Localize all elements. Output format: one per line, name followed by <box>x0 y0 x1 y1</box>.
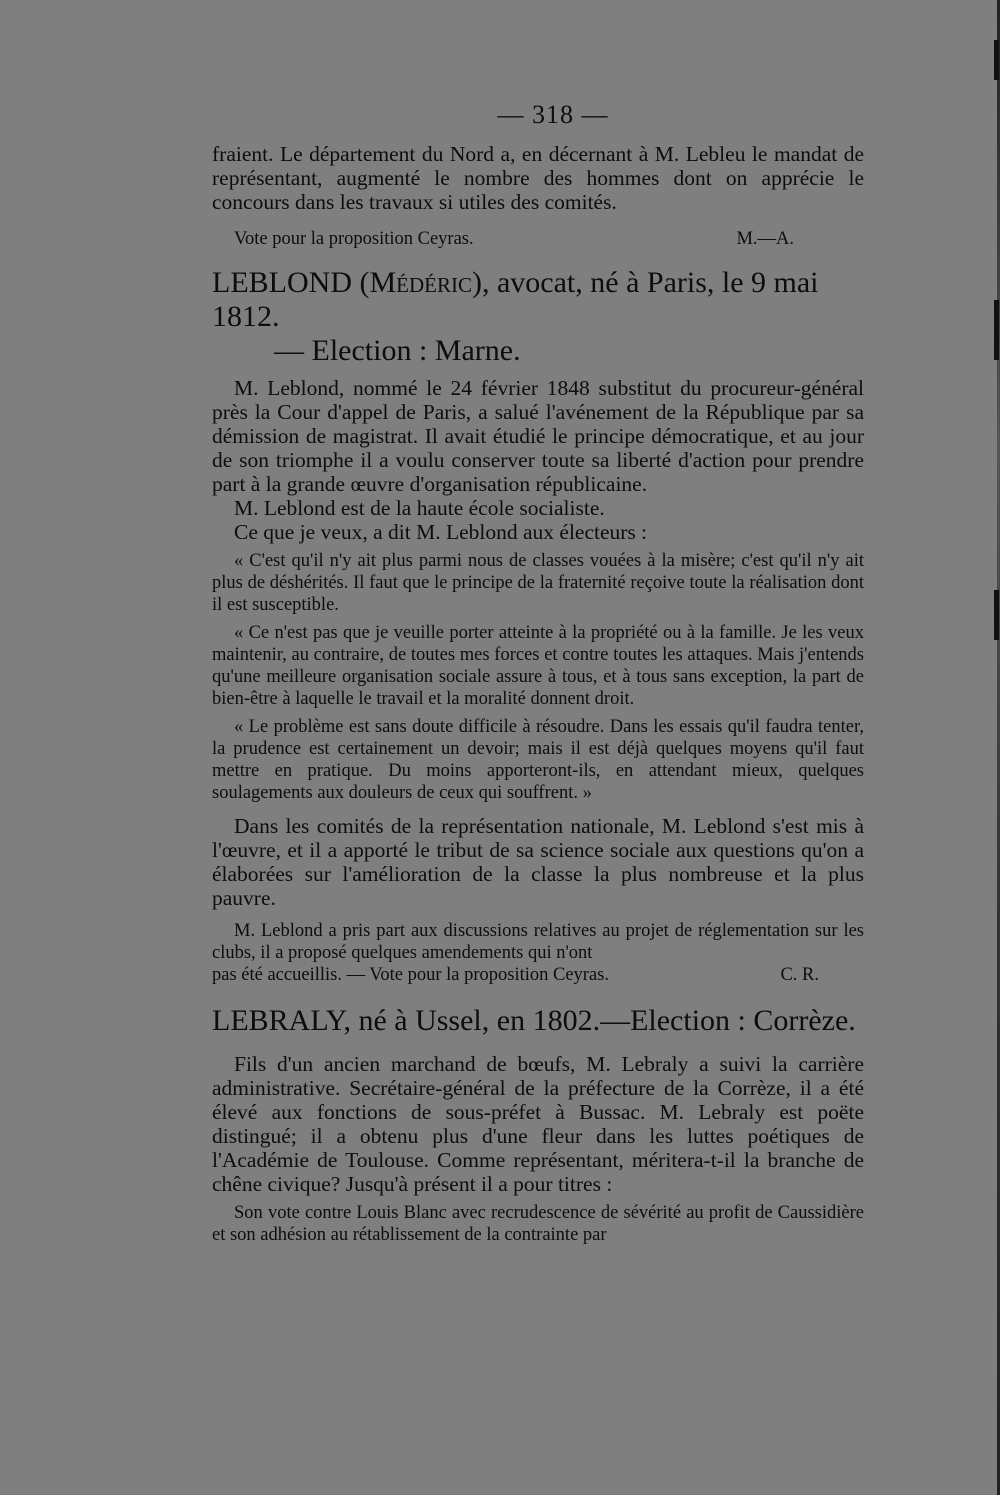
entry-given-name: (Médéric) <box>359 266 482 299</box>
vote-text: pas été accueillis. — Vote pour la proposition Ceyras. <box>212 965 609 985</box>
biography-paragraph: Son vote contre Louis Blanc avec recrudescence de sévérité au profit de Caussidière et son adhésion au rétablissement de la contrainte par <box>212 1203 864 1245</box>
biography-paragraph: M. Leblond est de la haute école socialiste. <box>234 496 605 520</box>
entry-name: LEBLOND <box>212 266 352 299</box>
vote-initials: M.—A. <box>736 229 794 249</box>
vote-initials: C. R. <box>780 965 819 985</box>
biography-paragraph: Ce que je veux, a dit M. Leblond aux électeurs : <box>234 520 648 544</box>
quotation-paragraph: « C'est qu'il n'y ait plus parmi nous de classes vouées à la misère; c'est qu'il n'y ait plus de déshérités. Il faut que le principe de la fraternité reçoive toute la réalisation dont il est susceptible. <box>212 551 864 615</box>
biography-paragraph: M. Leblond a pris part aux discussions relatives au projet de réglementation sur les clubs, il a proposé quelques amendements qui n'ont <box>212 921 864 963</box>
entry-heading-lebraly: LEBRALY, né à Ussel, en 1802.—Election : Corrèze. <box>212 1004 856 1037</box>
quotation-paragraph: « Ce n'est pas que je veuille porter atteinte à la propriété ou à la famille. Je les veux maintenir, au contraire, de toutes mes forces et contre toutes les attaques. Mais j'entends qu'une meilleure organisation sociale assure à tous, et à tous sans exception, la part de bien-être à laquelle le travail et la moralité donnent droit. <box>212 623 864 709</box>
entry-election: — Election : Marne. <box>274 334 521 367</box>
biography-paragraph: Dans les comités de la représentation nationale, M. Leblond s'est mis à l'œuvre, et il a apporté le tribut de sa science sociale aux questions qu'on a élaborées sur l'amélioration de la classe la plus nombreuse et la plus pauvre. <box>212 814 864 910</box>
page-edge-mark <box>994 40 999 80</box>
page-edge-mark <box>994 590 999 640</box>
vote-line <box>212 228 864 250</box>
biography-paragraph: Fils d'un ancien marchand de bœufs, M. Lebraly a suivi la carrière administrative. Secrétaire-général de la préfecture de la Corrèze, il a été élevé aux fonctions de sous-préfet à Bussac. M. Lebraly est poëte distingué; il a obtenu plus d'une fleur dans les luttes poétiques de l'Académie de Toulouse. Comme représentant, méritera-t-il la branche de chêne civique? Jusqu'à présent il a pour titres : <box>212 1052 864 1196</box>
quotation-paragraph: « Le problème est sans doute difficile à résoudre. Dans les essais qu'il faudra tenter, la prudence est certainement un devoir; mais il est déjà quelques moyens qu'il faut mettre en pratique. Du moins apporteront-ils, en attendant mieux, quelques soulagements aux douleurs de ceux qui souffrent. » <box>212 717 864 803</box>
entry-heading-details: , avocat, né à Paris, le 9 mai 1812. <box>212 266 819 333</box>
biography-paragraph: M. Leblond, nommé le 24 février 1848 substitut du procureur-général près la Cour d'appel de Paris, a salué l'avénement de la République par sa démission de magistrat. Il avait étudié le principe démocratique, et au jour de son triomphe il a voulu conserver toute sa liberté d'action pour prendre part à la grande œuvre d'organisation républicaine. <box>212 376 864 496</box>
entry-heading-leblond <box>212 266 864 368</box>
page-edge-mark <box>994 300 999 360</box>
page-number: — 318 — <box>497 100 609 129</box>
book-page <box>212 100 864 1246</box>
vote-line <box>212 964 864 986</box>
vote-text: Vote pour la proposition Ceyras. <box>234 229 474 249</box>
intro-paragraph: fraient. Le département du Nord a, en décernant à M. Lebleu le mandat de représentant, augmenté le nombre des hommes dont on apprécie le concours dans les travaux si utiles des comités. <box>212 142 864 214</box>
